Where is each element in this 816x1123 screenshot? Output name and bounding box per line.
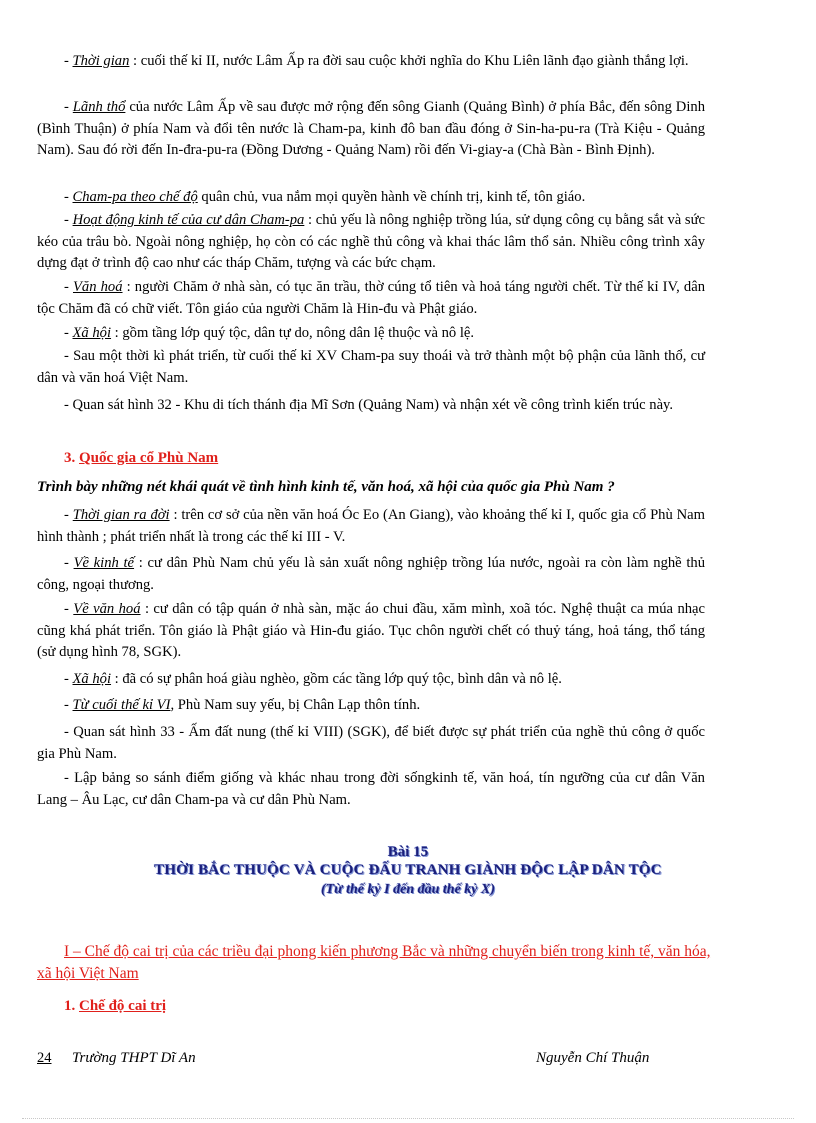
section-heading-phu-nam <box>64 450 218 467</box>
para-kinh-te: - Hoạt động kinh tế của cư dân Cham-pa : chủ yếu là nông nghiệp trồng lúa, sử dụng công cụ bằng sắt và sức kéo của trâu bò. Ngoài nông nghiệp, họ còn có các nghề thủ công và khai thác lâm thổ sản. Nhiều công trình xây dựng đạt ở trình độ cao như các tháp Chăm, tượng và các bức chạm. <box>37 212 705 271</box>
para-text: của nước Lâm Ấp về sau được mở rộng đến sông Gianh (Quảng Bình) ở phía Bắc, đến sông Dinh (Bình Thuận) ở phía Nam và đổi tên nước là Cham-pa, kinh đô ban đầu đóng ở Sin-ha-pu-ra (Trà Kiệu - Quảng Nam). Sau đó rời đến In-đra-pu-ra (Đồng Dương - Quảng Nam) rồi đến Vi-giay-a (Chà Bàn - Bình Định). <box>37 99 705 158</box>
para-label: Về kinh tế <box>73 555 135 571</box>
para-ve-van-hoa: - Về văn hoá : cư dân có tập quán ở nhà sàn, mặc áo chui đầu, xăm mình, xoã tóc. Nghệ thuật ca múa nhạc cũng khá phát triển. Tôn giáo là Phật giáo và Hin-đu giáo. Tục chôn người chết có thuỷ táng, hoả táng, thổ táng (sử dụng hình 78, SGK). <box>37 601 705 660</box>
subsection-heading <box>64 998 166 1015</box>
para-text: Quan sát hình 33 - Ấm đất nung (thế kỉ VIII) (SGK), để biết được sự phát triển của nghề thủ công ở quốc gia Phù Nam. <box>37 724 705 762</box>
part-heading-text: I – Chế độ cai trị của các triều đại phong kiến phương Bắc và những chuyển biến trong kinh tế, văn hóa, xã hội Việt Nam <box>37 943 711 982</box>
para-lap-bang: - Lập bảng so sánh điểm giống và khác nhau trong đời sốngkinh tế, văn hoá, tín ngưỡng của cư dân Văn Lang – Âu Lạc, cư dân Cham-pa và cư dân Phù Nam. <box>37 770 705 808</box>
para-thoi-gian: - Thời gian : cuối thế kỉ II, nước Lâm Ấp ra đời sau cuộc khởi nghĩa do Khu Liên lãnh đạo giành thắng lợi. <box>64 53 689 69</box>
subsection-title: Chế độ cai trị <box>79 998 167 1014</box>
section-title: Quốc gia cổ Phù Nam <box>79 450 219 466</box>
para-label: Lãnh thổ <box>72 99 126 115</box>
para-text: Quan sát hình 32 - Khu di tích thánh địa Mĩ Sơn (Quảng Nam) và nhận xét về công trình kiến trúc này. <box>72 397 674 413</box>
footer-author: Nguyễn Chí Thuận <box>536 1050 650 1066</box>
section-number: 3. <box>64 450 76 466</box>
part-heading <box>37 941 717 985</box>
para-label: Xã hội <box>72 671 112 687</box>
para-xa-hoi-phu-nam: - Xã hội : đã có sự phân hoá giàu nghèo, gồm các tầng lớp quý tộc, bình dân và nô lệ. <box>64 671 562 687</box>
para-quan-sat-32: - Quan sát hình 32 - Khu di tích thánh địa Mĩ Sơn (Quảng Nam) và nhận xét về công trình kiến trúc này. <box>64 397 674 413</box>
para-suy-thoai: - Sau một thời kì phát triển, từ cuối thế kỉ XV Cham-pa suy thoái và trở thành một bộ phận của lãnh thổ, cư dân và văn hoá Việt Nam. <box>37 348 705 386</box>
para-tu-cuoi-the-ki: - Từ cuối thế kỉ VI, Phù Nam suy yếu, bị Chân Lạp thôn tính. <box>64 697 421 713</box>
para-text: : gồm tầng lớp quý tộc, dân tự do, nông dân lệ thuộc và nô lệ. <box>111 325 475 341</box>
para-text: Sau một thời kì phát triển, từ cuối thế kỉ XV Cham-pa suy thoái và trở thành một bộ phận của lãnh thổ, cư dân và văn hoá Việt Nam. <box>37 348 705 386</box>
lesson-number: Bài 15 <box>387 844 429 860</box>
para-text: Lập bảng so sánh điểm giống và khác nhau trong đời sốngkinh tế, văn hoá, tín ngưỡng của cư dân Văn Lang – Âu Lạc, cư dân Cham-pa và cư dân Phù Nam. <box>37 770 705 808</box>
para-text: : cuối thế kỉ II, nước Lâm Ấp ra đời sau cuộc khởi nghĩa do Khu Liên lãnh đạo giành thắng lợi. <box>129 53 689 69</box>
para-ve-kinh-te: - Về kinh tế : cư dân Phù Nam chủ yếu là sản xuất nông nghiệp trồng lúa nước, ngoài ra còn làm nghề thủ công, ngoại thương. <box>37 555 705 593</box>
para-text: : cư dân có tập quán ở nhà sàn, mặc áo chui đầu, xăm mình, xoã tóc. Nghệ thuật ca múa nhạc cũng khá phát triển. Tôn giáo là Phật giáo và Hin-đu giáo. Tục chôn người chết có thuỷ táng, hoả táng, thổ táng (sử dụng hình 78, SGK). <box>37 601 705 660</box>
para-che-do: - Cham-pa theo chế độ quân chủ, vua nắm mọi quyền hành về chính trị, kinh tế, tôn giáo. <box>64 189 586 205</box>
para-label: Cham-pa theo chế độ <box>72 189 198 205</box>
para-label: Hoạt động kinh tế của cư dân Cham-pa <box>72 212 305 228</box>
para-text: : đã có sự phân hoá giàu nghèo, gồm các tầng lớp quý tộc, bình dân và nô lệ. <box>111 671 562 687</box>
para-text: : người Chăm ở nhà sàn, có tục ăn trầu, thờ cúng tổ tiên và hoả táng người chết. Từ thế kỉ IV, dân tộc Chăm đã có chữ viết. Tôn giáo của người Chăm là Hin-đu và Phật giáo. <box>37 279 705 317</box>
para-text: : trên cơ sở của nền văn hoá Óc Eo (An Giang), vào khoảng thế kỉ I, quốc gia cổ Phù Nam hình thành ; phát triển nhất là trong các thế kỉ III - V. <box>37 507 705 545</box>
section-question: Trình bày những nét khái quát về tình hình kinh tế, văn hoá, xã hội của quốc gia Phù Nam ? <box>37 479 615 495</box>
page-bottom-divider <box>22 1118 794 1119</box>
para-xa-hoi: - Xã hội : gồm tầng lớp quý tộc, dân tự do, nông dân lệ thuộc và nô lệ. <box>64 325 475 341</box>
para-text: , Phù Nam suy yếu, bị Chân Lạp thôn tính. <box>170 697 421 713</box>
page-number: 24 <box>37 1050 52 1066</box>
subsection-number: 1. <box>64 998 76 1014</box>
para-quan-sat-33: - Quan sát hình 33 - Ấm đất nung (thế kỉ VIII) (SGK), để biết được sự phát triển của nghề thủ công ở quốc gia Phù Nam. <box>37 724 705 762</box>
para-label: Văn hoá <box>72 279 123 295</box>
para-text: : chủ yếu là nông nghiệp trồng lúa, sử dụng công cụ bằng sắt và sức kéo của trâu bò. Ngoài nông nghiệp, họ còn có các nghề thủ công và khai thác lâm thổ sản. Nhiều công trình xây dựng đạt ở trình độ cao như các tháp Chăm, tượng và các bức chạm. <box>37 212 705 271</box>
para-text: quân chủ, vua nắm mọi quyền hành về chính trị, kinh tế, tôn giáo. <box>197 189 586 205</box>
lesson-subtitle: (Từ thế kỷ I đến đầu thế kỷ X) <box>320 882 496 897</box>
para-van-hoa: - Văn hoá : người Chăm ở nhà sàn, có tục ăn trầu, thờ cúng tổ tiên và hoả táng người chết. Từ thế kỉ IV, dân tộc Chăm đã có chữ viết. Tôn giáo của người Chăm là Hin-đu và Phật giáo. <box>37 279 705 317</box>
para-label: Từ cuối thế kỉ VI <box>72 697 171 713</box>
para-thoi-gian-ra-doi: - Thời gian ra đời : trên cơ sở của nền văn hoá Óc Eo (An Giang), vào khoảng thế kỉ I, quốc gia cổ Phù Nam hình thành ; phát triển nhất là trong các thế kỉ III - V. <box>37 507 705 545</box>
footer-school: Trường THPT Dĩ An <box>72 1050 196 1066</box>
para-label: Thời gian <box>72 53 130 69</box>
para-text: : cư dân Phù Nam chủ yếu là sản xuất nông nghiệp trồng lúa nước, ngoài ra còn làm nghề thủ công, ngoại thương. <box>37 555 705 593</box>
para-label: Xã hội <box>72 325 112 341</box>
para-label: Thời gian ra đời <box>72 507 170 523</box>
lesson-title: THỜI BẮC THUỘC VÀ CUỘC ĐẤU TRANH GIÀNH ĐỘC LẬP DÂN TỘC <box>154 862 662 878</box>
para-label: Về văn hoá <box>73 601 141 617</box>
para-lanh-tho: - Lãnh thổ của nước Lâm Ấp về sau được mở rộng đến sông Gianh (Quảng Bình) ở phía Bắc, đến sông Dinh (Bình Thuận) ở phía Nam và đổi tên nước là Cham-pa, kinh đô ban đầu đóng ở Sin-ha-pu-ra (Trà Kiệu - Quảng Nam). Sau đó rời đến In-đra-pu-ra (Đồng Dương - Quảng Nam) rồi đến Vi-giay-a (Chà Bàn - Bình Định). <box>37 99 705 158</box>
